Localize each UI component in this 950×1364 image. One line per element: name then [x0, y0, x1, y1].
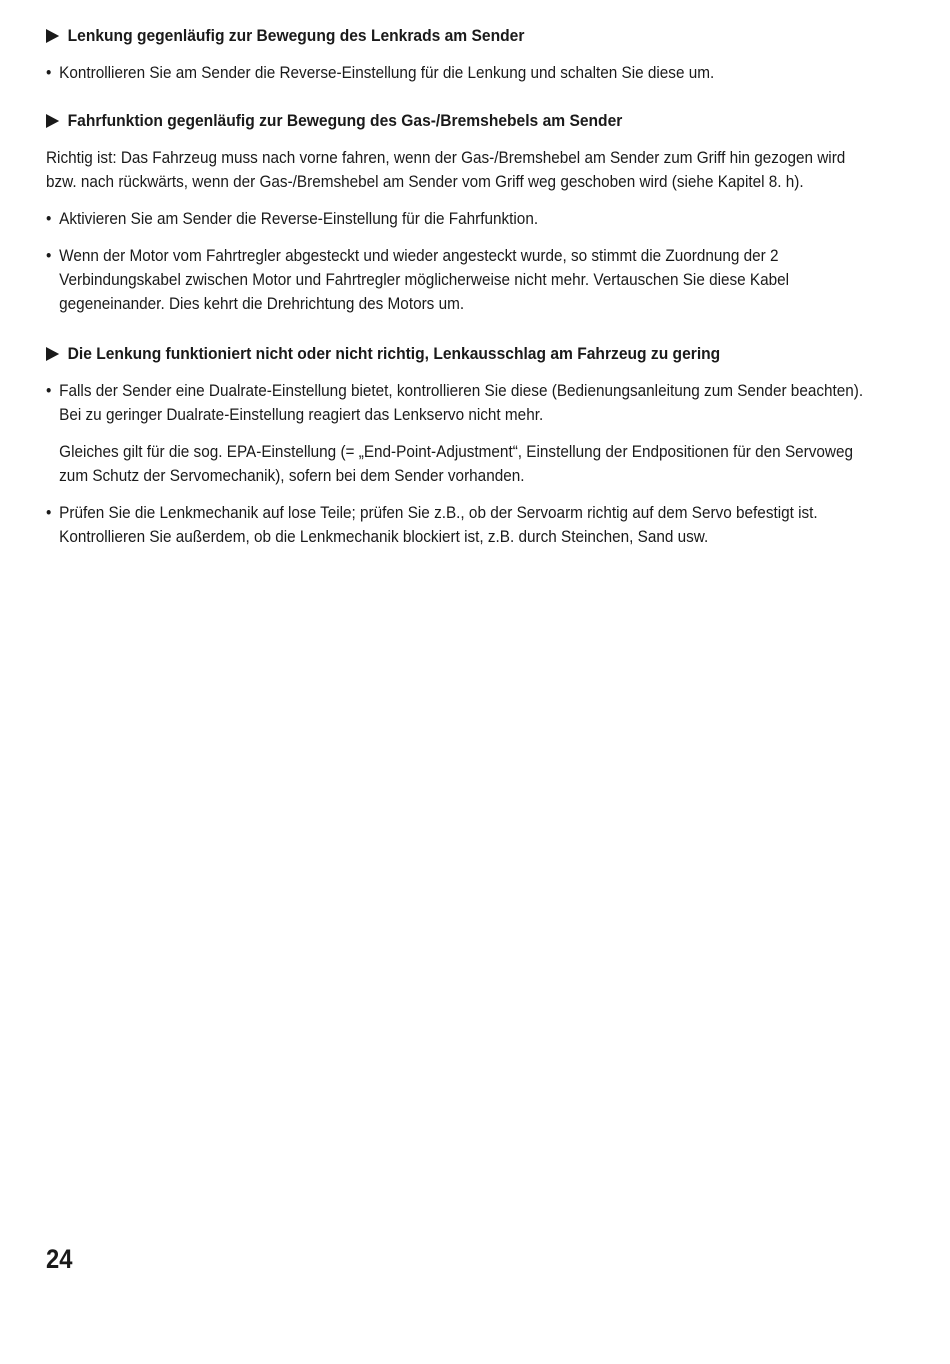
list-item-text: Prüfen Sie die Lenkmechanik auf lose Teile; prüfen Sie z.B., ob der Servoarm richtig auf dem Servo befestigt ist. Kontrollieren Sie außerdem, ob die Lenkmechanik blockiert ist, z.B. durch Steinchen, Sand usw.: [59, 504, 818, 546]
heading-text: Fahrfunktion gegenläufig zur Bewegung des Gas-/Bremshebels am Sender: [67, 111, 623, 130]
page-number: 24: [46, 1244, 73, 1274]
list-item: [46, 501, 868, 549]
list-item: [46, 207, 868, 231]
triangle-bullet-icon: [46, 114, 59, 128]
list-item-text: Aktivieren Sie am Sender die Reverse-Einstellung für die Fahrfunktion.: [59, 210, 539, 228]
list-item: [46, 61, 868, 85]
heading-text: Lenkung gegenläufig zur Bewegung des Lenkrads am Sender: [67, 26, 525, 45]
list-item: [46, 379, 868, 427]
bullet-dot: •: [46, 247, 52, 265]
list-item-text: Wenn der Motor vom Fahrtregler abgesteckt und wieder angesteckt wurde, so stimmt die Zuordnung der 2 Verbindungskabel zwischen Motor und Fahrtregler möglicherweise nicht mehr. Vertauschen Sie diese Kabel gegeneinander. Dies kehrt die Drehrichtung des Motors um.: [59, 247, 790, 313]
bullet-dot: •: [46, 64, 52, 82]
bullet-dot: •: [46, 504, 52, 522]
document-body: [46, 24, 868, 549]
note-paragraph: Gleiches gilt für die sog. EPA-Einstellung (= „End-Point-Adjustment“, Einstellung der Endpositionen für den Servoweg zum Schutz der Servomechanik), sofern bei dem Sender vorhanden.: [59, 443, 854, 485]
list-item-text: Kontrollieren Sie am Sender die Reverse-Einstellung für die Lenkung und schalten Sie diese um.: [59, 64, 715, 82]
list-item: [46, 244, 868, 316]
bullet-dot: •: [46, 382, 52, 400]
list-item-text: Falls der Sender eine Dualrate-Einstellung bietet, kontrollieren Sie diese (Bedienungsanleitung zum Sender beachten). Bei zu geringer Dualrate-Einstellung reagiert das Lenkservo nicht mehr.: [59, 382, 864, 424]
section-heading-drive-reversed: [46, 109, 868, 133]
section-heading-steering-reversed: [46, 24, 868, 48]
heading-text: Die Lenkung funktioniert nicht oder nicht richtig, Lenkausschlag am Fahrzeug zu gering: [67, 344, 721, 363]
triangle-bullet-icon: [46, 29, 59, 43]
intro-paragraph: Richtig ist: Das Fahrzeug muss nach vorne fahren, wenn der Gas-/Bremshebel am Sender zum Griff hin gezogen wird bzw. nach rückwärts, wenn der Gas-/Bremshebel am Sender vom Griff weg geschoben wird (siehe Kapitel 8. h).: [46, 149, 846, 191]
bullet-dot: •: [46, 210, 52, 228]
triangle-bullet-icon: [46, 347, 59, 361]
section-heading-steering-insufficient: [46, 342, 868, 366]
